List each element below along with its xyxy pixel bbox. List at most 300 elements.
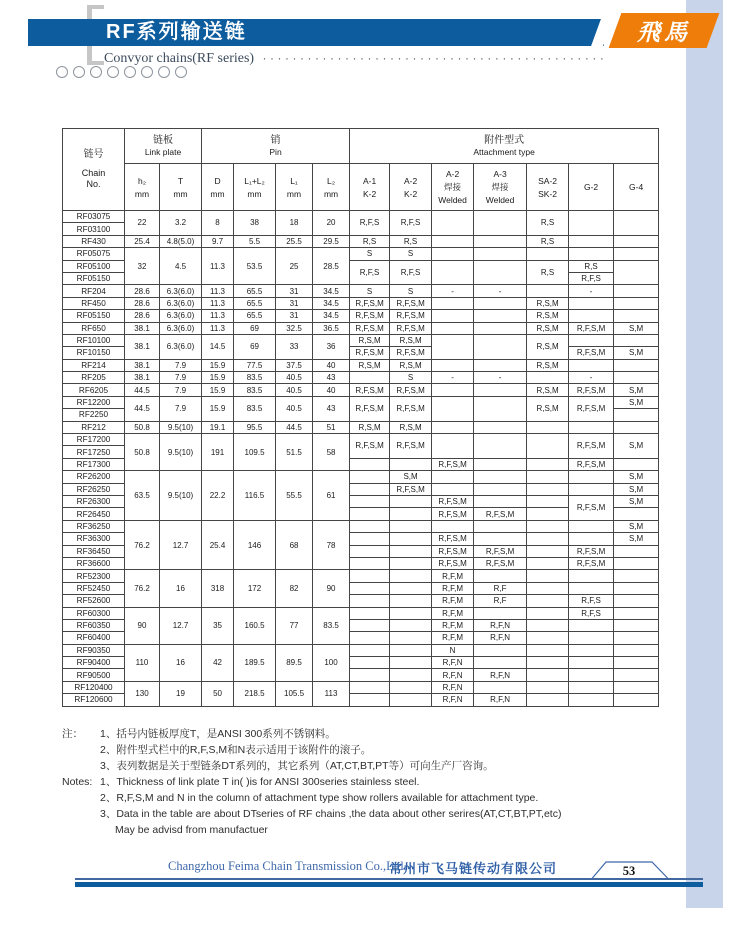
- spec-cell: [527, 681, 569, 693]
- spec-cell: R,F: [474, 582, 527, 594]
- spec-cell: 35: [202, 607, 234, 644]
- spec-cell: R,F,M: [432, 619, 474, 631]
- spec-cell: [474, 396, 527, 421]
- spec-cell: 11.3: [202, 297, 234, 309]
- spec-cell: R,S,M: [350, 334, 390, 346]
- spec-cell: R,F,S,M: [432, 533, 474, 545]
- spec-cell: S,M: [614, 384, 659, 396]
- chain-no-cell: RF52600: [63, 595, 125, 607]
- spec-cell: [614, 557, 659, 569]
- spec-cell: [527, 520, 569, 532]
- page-number: 53: [622, 864, 636, 878]
- spec-cell: [350, 681, 390, 693]
- spec-cell: 9.5(10): [160, 434, 202, 471]
- spec-cell: [474, 483, 527, 495]
- brand-logo: [609, 13, 720, 48]
- spec-cell: S,M: [614, 533, 659, 545]
- sub-header-cell: L₂ mm: [313, 164, 350, 211]
- spec-cell: 116.5: [234, 471, 276, 521]
- spec-cell: [474, 334, 527, 359]
- spec-cell: 25: [276, 248, 313, 285]
- footer-company-en: Changzhou Feima Chain Transmission Co.,Ltd.: [168, 859, 407, 873]
- spec-cell: [432, 396, 474, 421]
- spec-cell: R,F,S: [569, 272, 614, 284]
- spec-table-head: [63, 129, 659, 211]
- spec-cell: R,F,S,M: [390, 297, 432, 309]
- spec-cell: [614, 297, 659, 309]
- spec-cell: [527, 545, 569, 557]
- spec-cell: 40: [313, 359, 350, 371]
- spec-cell: [474, 458, 527, 470]
- spec-cell: 7.9: [160, 359, 202, 371]
- chain-no-cell: RF90350: [63, 644, 125, 656]
- spec-cell: [527, 508, 569, 520]
- spec-cell: R,F,N: [474, 694, 527, 706]
- spec-cell: 53.5: [234, 248, 276, 285]
- spec-cell: -: [432, 285, 474, 297]
- spec-cell: R,F,S: [350, 260, 390, 285]
- spec-cell: R,S: [527, 235, 569, 247]
- spec-cell: 40.5: [276, 384, 313, 396]
- spec-cell: 318: [202, 570, 234, 607]
- table-row: [63, 607, 659, 619]
- chain-no-cell: RF36450: [63, 545, 125, 557]
- spec-cell: [569, 211, 614, 236]
- circle-icon: [141, 66, 153, 78]
- spec-cell: 31: [276, 297, 313, 309]
- footer-line-thin: [75, 878, 703, 880]
- spec-cell: [432, 520, 474, 532]
- spec-cell: 50: [202, 681, 234, 706]
- notes-zh-label: 注：: [62, 728, 83, 740]
- notes-zh-items: [100, 726, 672, 774]
- note-line: 2、R,F,S,M and N in the column of attachment type show rollers available for attachment type.: [100, 792, 539, 804]
- spec-cell: 31: [276, 310, 313, 322]
- spec-cell: 58: [313, 434, 350, 471]
- spec-cell: 89.5: [276, 644, 313, 681]
- notes-section: [62, 726, 672, 838]
- spec-cell: 33: [276, 334, 313, 359]
- spec-cell: 38.1: [125, 334, 160, 359]
- chain-no-cell: RF12200: [63, 396, 125, 408]
- spec-cell: [350, 595, 390, 607]
- spec-cell: 77.5: [234, 359, 276, 371]
- spec-cell: [614, 334, 659, 346]
- chain-no-cell: RF214: [63, 359, 125, 371]
- notes-en-label: Notes:: [62, 776, 93, 788]
- spec-cell: 36: [313, 334, 350, 359]
- table-row: [63, 310, 659, 322]
- chain-no-cell: RF26250: [63, 483, 125, 495]
- table-row: [63, 322, 659, 334]
- spec-cell: 110: [125, 644, 160, 681]
- spec-cell: [614, 595, 659, 607]
- spec-cell: 65.5: [234, 310, 276, 322]
- spec-cell: R,F,S: [390, 211, 432, 236]
- spec-cell: R,F,S,M: [390, 384, 432, 396]
- spec-cell: 40.5: [276, 396, 313, 421]
- spec-cell: [569, 632, 614, 644]
- spec-cell: [350, 632, 390, 644]
- spec-cell: [474, 471, 527, 483]
- chain-no-cell: RF204: [63, 285, 125, 297]
- spec-cell: R,F,N: [474, 619, 527, 631]
- spec-cell: [432, 434, 474, 459]
- spec-cell: [350, 458, 390, 470]
- spec-cell: 82: [276, 570, 313, 607]
- spec-cell: 25.5: [276, 235, 313, 247]
- spec-cell: [527, 657, 569, 669]
- spec-cell: -: [474, 285, 527, 297]
- chain-no-cell: RF205: [63, 372, 125, 384]
- spec-cell: S,M: [614, 322, 659, 334]
- spec-cell: 109.5: [234, 434, 276, 471]
- spec-cell: R,F,N: [474, 632, 527, 644]
- spec-table: [62, 128, 659, 707]
- chain-no-cell: RF36250: [63, 520, 125, 532]
- spec-cell: [432, 322, 474, 334]
- spec-cell: [432, 421, 474, 433]
- spec-cell: R,S,M: [527, 322, 569, 334]
- spec-cell: 83.5: [234, 372, 276, 384]
- spec-cell: R,F,S,M: [569, 384, 614, 396]
- spec-cell: 100: [313, 644, 350, 681]
- spec-cell: [474, 359, 527, 371]
- spec-cell: 55.5: [276, 471, 313, 521]
- spec-cell: S,M: [614, 483, 659, 495]
- spec-cell: 12.7: [160, 607, 202, 644]
- spec-cell: R,F,S,M: [350, 396, 390, 421]
- spec-cell: R,F,M: [432, 632, 474, 644]
- circle-icon: [158, 66, 170, 78]
- spec-cell: [390, 644, 432, 656]
- spec-cell: 9.7: [202, 235, 234, 247]
- spec-cell: [390, 669, 432, 681]
- spec-cell: [569, 483, 614, 495]
- spec-cell: 68: [276, 520, 313, 570]
- note-line: May be advisd from manufactuer: [115, 824, 268, 836]
- spec-cell: R,F,M: [432, 595, 474, 607]
- spec-cell: [474, 421, 527, 433]
- spec-cell: [527, 483, 569, 495]
- chain-no-cell: RF10100: [63, 334, 125, 346]
- spec-cell: -: [474, 372, 527, 384]
- chain-no-cell: RF90400: [63, 657, 125, 669]
- note-line: 3、表列数据是关于型链条DT系列的，其它系列（AT,CT,BT,PT等）可向生产厂咨询。: [100, 760, 494, 772]
- spec-cell: 65.5: [234, 285, 276, 297]
- spec-cell: 50.8: [125, 434, 160, 471]
- chain-no-cell: RF450: [63, 297, 125, 309]
- chain-no-cell: RF26450: [63, 508, 125, 520]
- spec-cell: [527, 248, 569, 260]
- group-header-cell: 销 Pin: [202, 129, 350, 164]
- sub-header-cell: G-2: [569, 164, 614, 211]
- spec-cell: [474, 310, 527, 322]
- note-line: 3、Data in the table are about DTseries of RF chains ,the data about other serires(AT,CT,BT,PT,etc): [100, 808, 562, 820]
- spec-cell: [569, 644, 614, 656]
- header-row: [63, 129, 659, 164]
- spec-cell: [350, 619, 390, 631]
- sub-header-cell: L₁+L₂ mm: [234, 164, 276, 211]
- spec-cell: [390, 595, 432, 607]
- spec-cell: [614, 372, 659, 384]
- spec-cell: [350, 644, 390, 656]
- spec-cell: [390, 619, 432, 631]
- spec-cell: 31: [276, 285, 313, 297]
- sub-header-cell: h₂ mm: [125, 164, 160, 211]
- chain-no-cell: RF2250: [63, 409, 125, 421]
- spec-cell: [569, 471, 614, 483]
- spec-cell: [390, 694, 432, 706]
- sub-header-cell: A-2 K-2: [390, 164, 432, 211]
- spec-cell: R,F,S,M: [474, 508, 527, 520]
- spec-cell: [569, 619, 614, 631]
- chain-no-cell: RF03075: [63, 211, 125, 223]
- spec-cell: 8: [202, 211, 234, 236]
- spec-cell: R,F,S,M: [390, 396, 432, 421]
- spec-cell: [474, 235, 527, 247]
- spec-cell: S,M: [390, 471, 432, 483]
- spec-cell: [527, 582, 569, 594]
- spec-cell: [390, 520, 432, 532]
- spec-cell: [390, 508, 432, 520]
- spec-cell: 77: [276, 607, 313, 644]
- spec-cell: R,S: [527, 260, 569, 285]
- spec-cell: [474, 570, 527, 582]
- spec-cell: 172: [234, 570, 276, 607]
- note-line: 2、附件型式栏中的R,F,S,M和N表示适用于该附件的滚子。: [100, 744, 372, 756]
- spec-cell: [474, 211, 527, 236]
- sub-header-cell: T mm: [160, 164, 202, 211]
- spec-cell: 7.9: [160, 384, 202, 396]
- spec-cell: R,S: [350, 235, 390, 247]
- spec-cell: [432, 248, 474, 260]
- table-row: [63, 570, 659, 582]
- spec-cell: R,S,M: [390, 334, 432, 346]
- spec-cell: [614, 458, 659, 470]
- spec-cell: R,F,S,M: [432, 508, 474, 520]
- spec-cell: 20: [313, 211, 350, 236]
- spec-cell: [527, 595, 569, 607]
- spec-cell: R,S,M: [527, 310, 569, 322]
- spec-cell: R,F,S,M: [432, 545, 474, 557]
- spec-cell: [614, 644, 659, 656]
- spec-cell: [569, 570, 614, 582]
- spec-cell: [474, 657, 527, 669]
- spec-cell: [614, 508, 659, 520]
- spec-cell: [527, 285, 569, 297]
- sub-header-cell: D mm: [202, 164, 234, 211]
- spec-cell: 6.3(6.0): [160, 285, 202, 297]
- spec-cell: 29.5: [313, 235, 350, 247]
- spec-cell: [614, 607, 659, 619]
- spec-cell: [350, 495, 390, 507]
- spec-cell: 40: [313, 384, 350, 396]
- notes-zh-block: [62, 726, 672, 774]
- spec-cell: S: [350, 248, 390, 260]
- spec-cell: 19.1: [202, 421, 234, 433]
- spec-cell: R,F,S: [569, 595, 614, 607]
- spec-cell: [474, 248, 527, 260]
- spec-cell: [569, 359, 614, 371]
- sub-header-cell: A-2 焊接 Welded: [432, 164, 474, 211]
- spec-cell: R,F,S,M: [569, 495, 614, 520]
- spec-cell: 40.5: [276, 372, 313, 384]
- spec-cell: [614, 248, 659, 260]
- spec-cell: [569, 248, 614, 260]
- spec-cell: [569, 694, 614, 706]
- spec-cell: 34.5: [313, 285, 350, 297]
- spec-cell: R,F,S,M: [390, 310, 432, 322]
- table-row: [63, 359, 659, 371]
- spec-cell: R,F,S,M: [350, 434, 390, 459]
- chain-no-cell: RF60400: [63, 632, 125, 644]
- spec-cell: R,S,M: [527, 297, 569, 309]
- chain-no-cell: RF17300: [63, 458, 125, 470]
- spec-cell: [432, 211, 474, 236]
- sub-header-cell: L₁ mm: [276, 164, 313, 211]
- spec-cell: R,F,S,M: [569, 347, 614, 359]
- spec-cell: R,S,M: [350, 359, 390, 371]
- spec-cell: 4.5: [160, 248, 202, 285]
- spec-cell: 15.9: [202, 359, 234, 371]
- spec-cell: R,F,N: [474, 669, 527, 681]
- chain-no-cell: RF650: [63, 322, 125, 334]
- spec-cell: [569, 297, 614, 309]
- page-title: RF系列输送链: [106, 21, 247, 43]
- spec-cell: 191: [202, 434, 234, 471]
- spec-cell: [569, 582, 614, 594]
- spec-cell: R,F,S,M: [432, 495, 474, 507]
- spec-cell: 36.5: [313, 322, 350, 334]
- spec-cell: [350, 607, 390, 619]
- spec-cell: 63.5: [125, 471, 160, 521]
- spec-cell: 11.3: [202, 322, 234, 334]
- spec-cell: 6.3(6.0): [160, 334, 202, 359]
- chain-no-cell: RF05100: [63, 260, 125, 272]
- spec-cell: R,F,S,M: [569, 545, 614, 557]
- spec-cell: [432, 235, 474, 247]
- spec-cell: [390, 557, 432, 569]
- chain-no-cell: RF05075: [63, 248, 125, 260]
- table-row: [63, 372, 659, 384]
- spec-cell: R,F: [474, 595, 527, 607]
- spec-cell: [350, 669, 390, 681]
- spec-cell: [474, 644, 527, 656]
- spec-cell: 44.5: [276, 421, 313, 433]
- spec-cell: R,S: [569, 260, 614, 272]
- spec-cell: [614, 657, 659, 669]
- spec-cell: S: [390, 372, 432, 384]
- spec-cell: [474, 607, 527, 619]
- spec-cell: -: [432, 372, 474, 384]
- spec-cell: [350, 557, 390, 569]
- spec-cell: 189.5: [234, 644, 276, 681]
- spec-cell: R,F,S,M: [390, 483, 432, 495]
- chain-no-cell: RF212: [63, 421, 125, 433]
- spec-cell: R,F,S,M: [350, 322, 390, 334]
- spec-cell: R,S,M: [390, 359, 432, 371]
- spec-cell: [614, 359, 659, 371]
- note-line: 1、括号内链板厚度T，是ANSI 300系列不锈钢料。: [100, 728, 336, 740]
- spec-cell: R,S: [527, 211, 569, 236]
- page-number-box: [590, 861, 672, 879]
- spec-cell: R,F,S,M: [569, 322, 614, 334]
- spec-cell: [614, 421, 659, 433]
- spec-cell: [527, 533, 569, 545]
- spec-cell: [390, 458, 432, 470]
- sub-header-cell: A-1 K-2: [350, 164, 390, 211]
- chain-no-cell: RF05150: [63, 310, 125, 322]
- table-row: [63, 297, 659, 309]
- spec-cell: S,M: [614, 471, 659, 483]
- spec-cell: 11.3: [202, 248, 234, 285]
- spec-cell: R,F,S,M: [569, 557, 614, 569]
- spec-cell: [474, 681, 527, 693]
- chain-no-cell: RF430: [63, 235, 125, 247]
- right-margin-stripe: [686, 0, 723, 908]
- spec-cell: R,F,S,M: [390, 434, 432, 459]
- spec-cell: R,F,S,M: [390, 322, 432, 334]
- spec-cell: 16: [160, 644, 202, 681]
- spec-cell: [614, 260, 659, 285]
- spec-cell: R,F,N: [432, 681, 474, 693]
- spec-cell: 51.5: [276, 434, 313, 471]
- group-header-cell: 附件型式 Attachment type: [350, 129, 659, 164]
- spec-cell: [527, 619, 569, 631]
- notes-en-block: [62, 774, 672, 838]
- spec-cell: 16: [160, 570, 202, 607]
- spec-cell: R,F,S,M: [569, 434, 614, 459]
- chain-no-cell: RF120600: [63, 694, 125, 706]
- spec-cell: [527, 372, 569, 384]
- spec-cell: [390, 657, 432, 669]
- spec-cell: [614, 409, 659, 421]
- subheader-row: [63, 164, 659, 211]
- sub-header-cell: A-3 焊接 Welded: [474, 164, 527, 211]
- spec-cell: R,F,S,M: [350, 347, 390, 359]
- circle-icon: [124, 66, 136, 78]
- circles-row: [56, 66, 187, 78]
- spec-cell: [614, 310, 659, 322]
- chain-no-cell: RF05150: [63, 272, 125, 284]
- circle-icon: [107, 66, 119, 78]
- spec-cell: S,M: [614, 495, 659, 507]
- spec-cell: 76.2: [125, 570, 160, 607]
- spec-cell: R,S,M: [350, 421, 390, 433]
- spec-cell: [569, 657, 614, 669]
- chain-no-cell: RF90500: [63, 669, 125, 681]
- spec-cell: 65.5: [234, 297, 276, 309]
- spec-cell: R,F,S,M: [350, 384, 390, 396]
- spec-cell: [614, 235, 659, 247]
- spec-cell: 28.5: [313, 248, 350, 285]
- spec-cell: -: [569, 285, 614, 297]
- table-row: [63, 644, 659, 656]
- spec-cell: 76.2: [125, 520, 160, 570]
- spec-cell: 37.5: [276, 359, 313, 371]
- spec-cell: [474, 434, 527, 459]
- spec-cell: [614, 570, 659, 582]
- spec-cell: [474, 533, 527, 545]
- spec-cell: 105.5: [276, 681, 313, 706]
- note-line: 1、Thickness of link plate T in( )is for ANSI 300series stainless steel.: [100, 776, 420, 788]
- spec-cell: R,S,M: [527, 396, 569, 421]
- table-row: [63, 285, 659, 297]
- spec-cell: 38.1: [125, 322, 160, 334]
- footer-company-zh: 常州市飞马链传动有限公司: [389, 861, 558, 876]
- spec-cell: 38.1: [125, 372, 160, 384]
